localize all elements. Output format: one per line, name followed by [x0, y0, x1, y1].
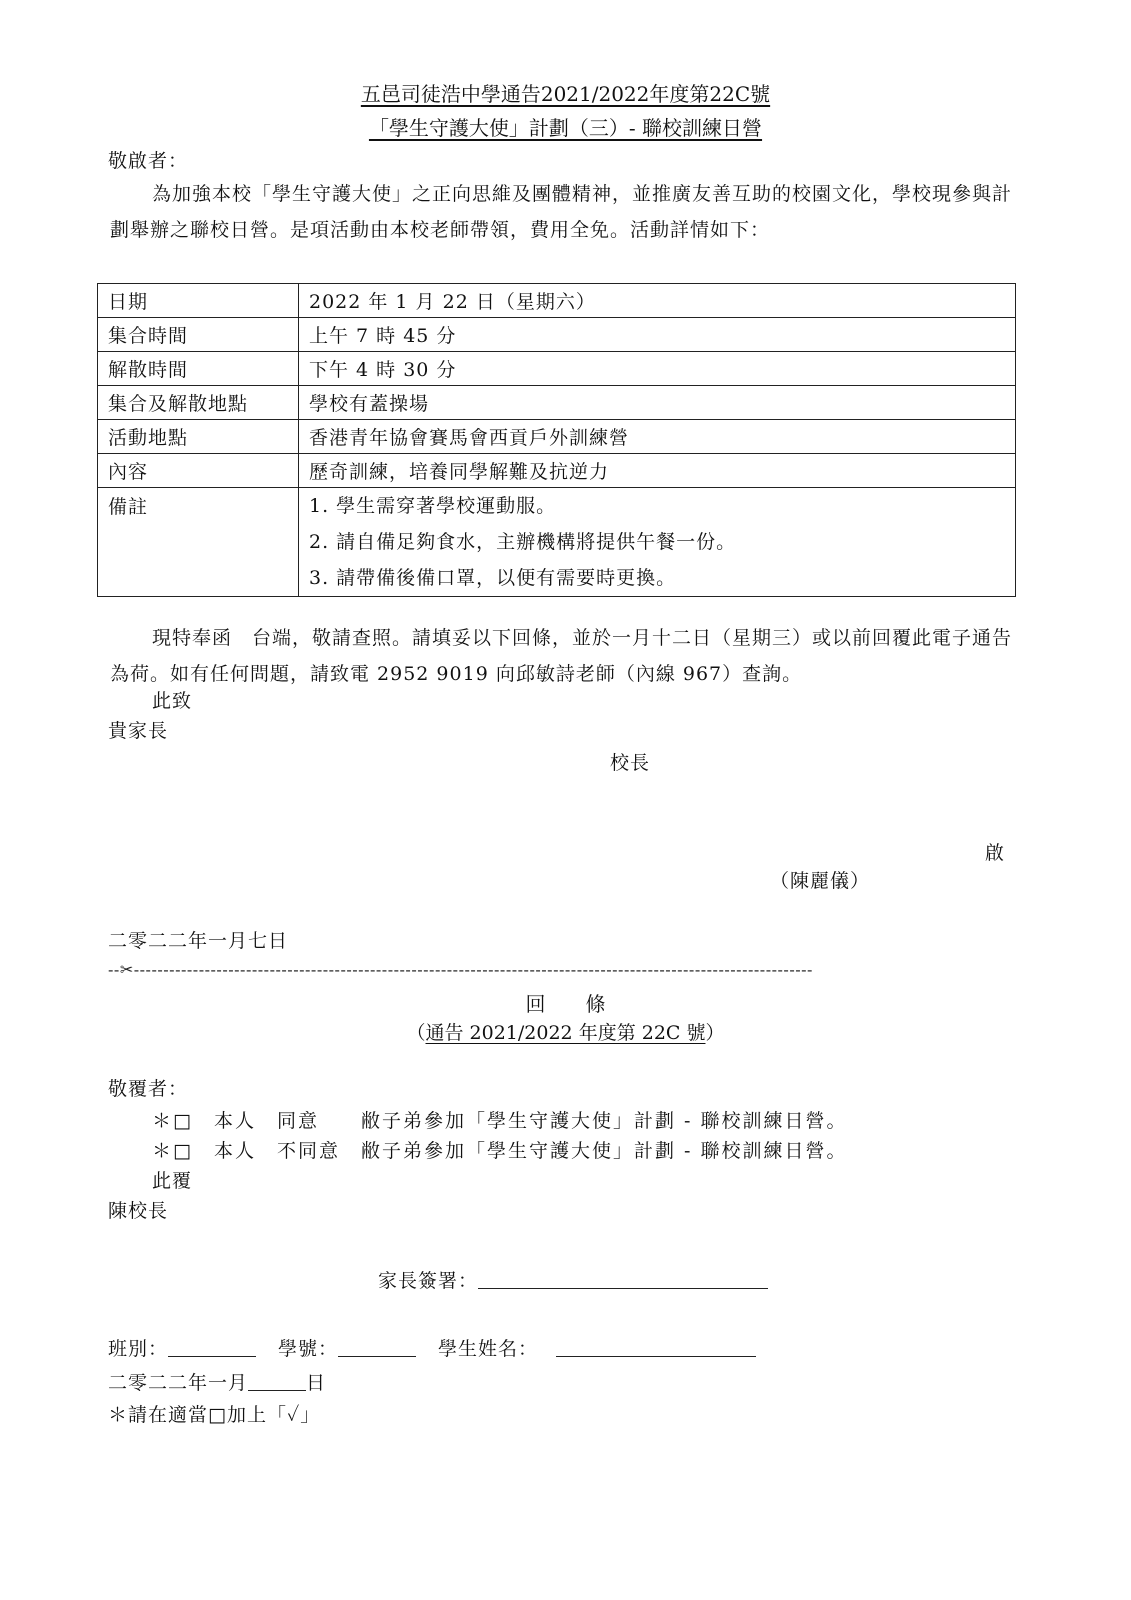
- details-label: 日期: [98, 284, 299, 318]
- principal-name: （陳麗儀）: [770, 870, 871, 892]
- details-value: 2022 年 1 月 22 日（星期六）: [299, 284, 1016, 318]
- student-number-field[interactable]: [338, 1336, 416, 1357]
- reply-title: 回 條: [525, 992, 606, 1016]
- details-row: [98, 454, 1016, 488]
- details-row: [98, 352, 1016, 386]
- reply-date-row: 二零二二年一月 日: [108, 1372, 327, 1394]
- option-agree[interactable]: ＊□ 本人 同意 敝子弟參加「學生守護大使」計劃 - 聯校訓練日營。: [152, 1110, 848, 1132]
- student-info-row: 班別： 學號： 學生姓名：: [108, 1336, 756, 1361]
- reply-reference: （通告 2021/2022 年度第 22C 號）: [406, 1022, 725, 1044]
- reply-salutation: 敬覆者：: [108, 1078, 189, 1100]
- details-value: 香港青年協會賽馬會西貢戶外訓練營: [299, 420, 1016, 454]
- reply-recipient: 陳校長: [108, 1200, 169, 1222]
- recipient: 貴家長: [108, 720, 169, 742]
- cut-line: --✂-------------------------------------------------------------------------------------------------------------------: [108, 960, 813, 979]
- remarks-list: [299, 488, 1016, 597]
- qi-character: 啟: [985, 842, 1005, 864]
- details-value: 歷奇訓練，培養同學解難及抗逆力: [299, 454, 1016, 488]
- remarks-label: 備註: [98, 488, 299, 597]
- notice-subtitle: 「學生守護大使」計劃（三）- 聯校訓練日營: [368, 116, 763, 140]
- remark-item: 3. 請帶備後備口罩，以便有需要時更換。: [309, 567, 677, 589]
- details-value: 上午 7 時 45 分: [299, 318, 1016, 352]
- intro-paragraph: 為加強本校「學生守護大使」之正向思維及團體精神，並推廣友善互助的校園文化，學校現參與計劃舉辦之聯校日營。是項活動由本校老師帶領，費用全免。活動詳情如下：: [110, 183, 1013, 241]
- details-row: [98, 318, 1016, 352]
- reply-day-field[interactable]: [248, 1370, 306, 1391]
- salutation: 敬啟者：: [108, 150, 189, 172]
- tick-instruction: ＊請在適當□加上「✓」: [108, 1404, 321, 1426]
- details-label: 內容: [98, 454, 299, 488]
- details-row: [98, 386, 1016, 420]
- parent-signature: 家長簽署：: [378, 1268, 768, 1293]
- remarks-row: [98, 488, 1016, 597]
- student-name-field[interactable]: [556, 1336, 756, 1357]
- sign-off: 此致: [152, 690, 193, 712]
- principal-title: 校長: [610, 752, 651, 774]
- details-label: 集合及解散地點: [98, 386, 299, 420]
- details-row: [98, 284, 1016, 318]
- details-label: 解散時間: [98, 352, 299, 386]
- details-value: 下午 4 時 30 分: [299, 352, 1016, 386]
- option-disagree[interactable]: ＊□ 本人 不同意 敝子弟參加「學生守護大使」計劃 - 聯校訓練日營。: [152, 1140, 848, 1162]
- details-value: 學校有蓋操場: [299, 386, 1016, 420]
- notice-title: 五邑司徒浩中學通告2021/2022年度第22C號: [360, 82, 771, 106]
- class-field[interactable]: [168, 1336, 256, 1357]
- remark-item: 1. 學生需穿著學校運動服。: [309, 495, 557, 517]
- details-table: [97, 283, 1016, 597]
- reply-sign-off: 此覆: [152, 1170, 193, 1192]
- remark-item: 2. 請自備足夠食水，主辦機構將提供午餐一份。: [309, 531, 737, 553]
- details-label: 活動地點: [98, 420, 299, 454]
- parent-signature-field[interactable]: [478, 1268, 768, 1289]
- letter-date: 二零二二年一月七日: [108, 930, 289, 952]
- details-row: [98, 420, 1016, 454]
- closing-paragraph: 現特奉函 台端，敬請查照。請填妥以下回條，並於一月十二日（星期三）或以前回覆此電子通告為荷。如有任何問題，請致電 2952 9019 向邱敏詩老師（內線 967）查詢。: [110, 627, 1013, 685]
- details-label: 集合時間: [98, 318, 299, 352]
